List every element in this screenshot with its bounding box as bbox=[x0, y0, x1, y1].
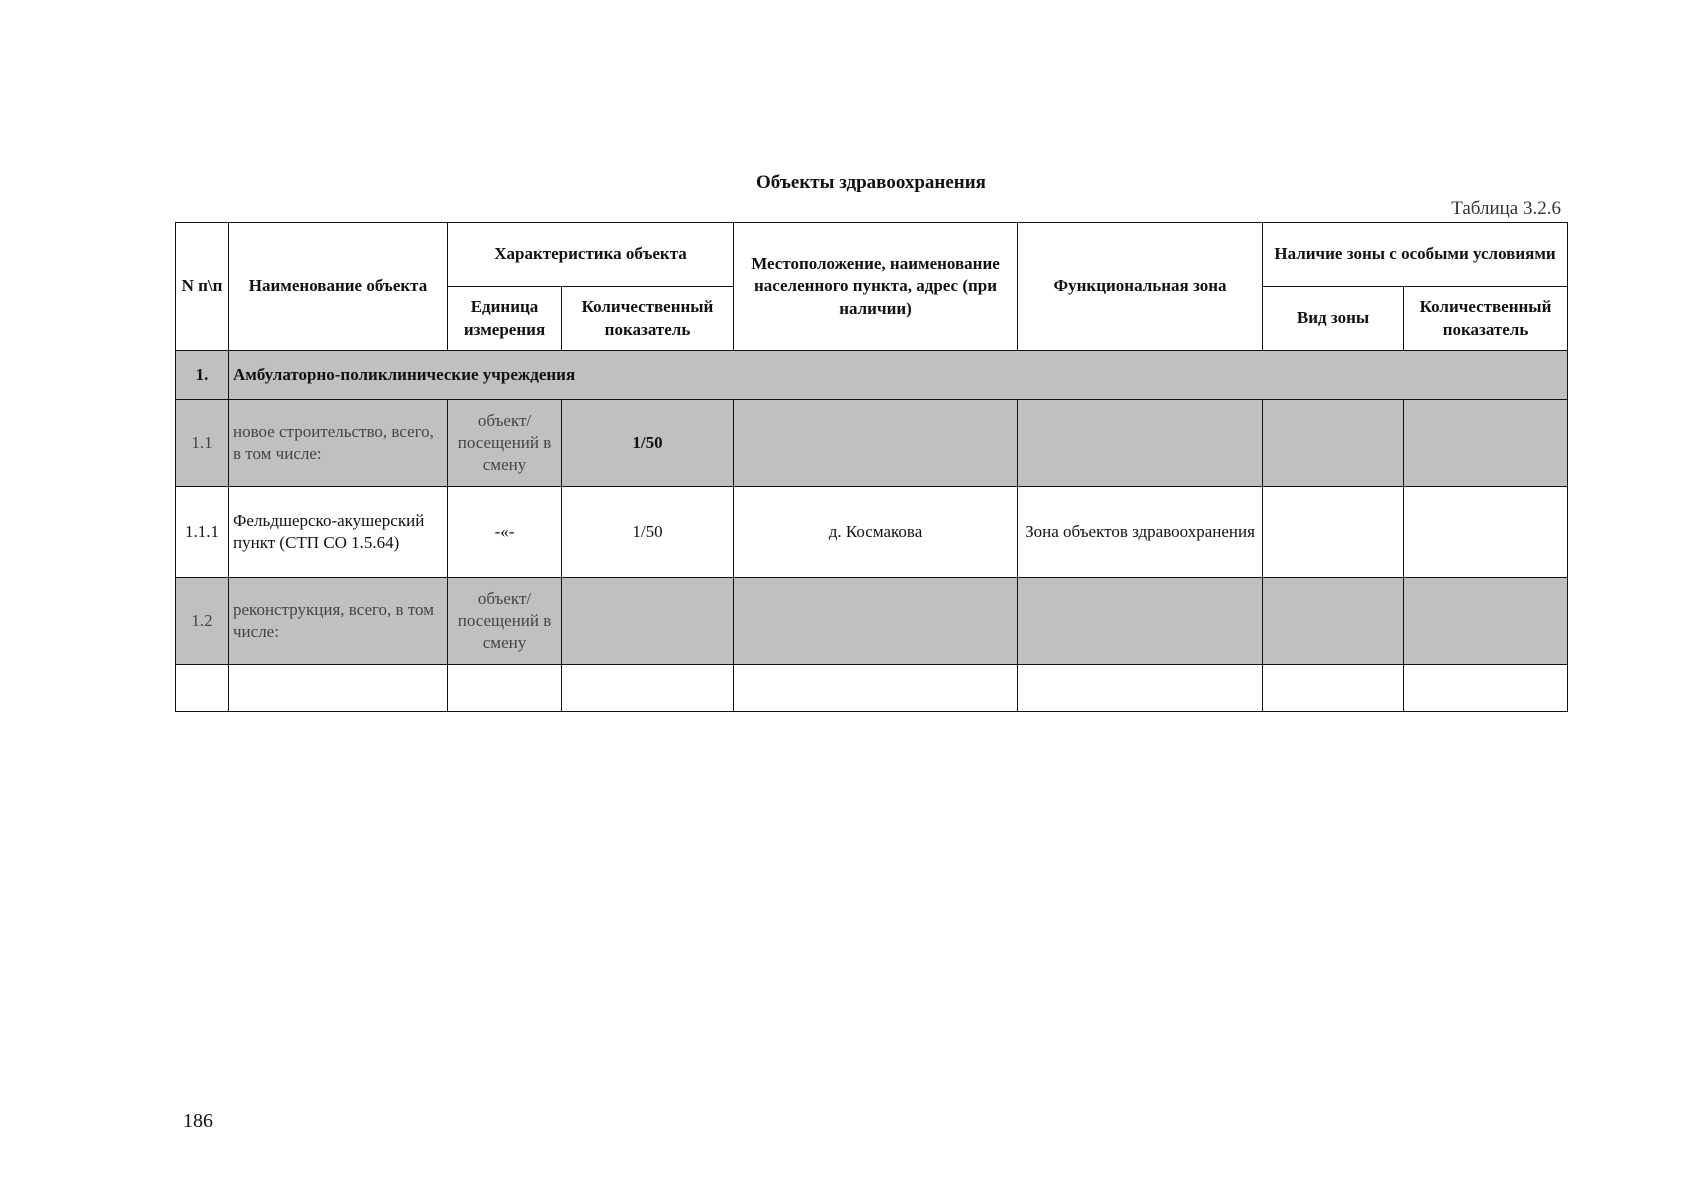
header-unit: Единица измерения bbox=[448, 287, 562, 351]
empty-cell bbox=[229, 665, 448, 712]
row-zone: Зона объектов здравоохранения bbox=[1018, 487, 1263, 578]
section-num: 1. bbox=[176, 351, 229, 400]
header-quantity: Количественный показатель bbox=[562, 287, 734, 351]
row-zone-quantity bbox=[1404, 578, 1568, 665]
row-name: реконструкция, всего, в том числе: bbox=[229, 578, 448, 665]
empty-cell bbox=[1404, 665, 1568, 712]
document-title: Объекты здравоохранения bbox=[756, 172, 986, 193]
row-num: 1.1.1 bbox=[176, 487, 229, 578]
row-location: д. Космакова bbox=[734, 487, 1018, 578]
header-special-zone: Наличие зоны с особыми условиями bbox=[1263, 223, 1568, 287]
empty-cell bbox=[448, 665, 562, 712]
header-functional-zone: Функциональная зона bbox=[1018, 223, 1263, 351]
empty-cell bbox=[562, 665, 734, 712]
table-row bbox=[176, 578, 1568, 665]
header-num: N п\п bbox=[176, 223, 229, 351]
row-zone-quantity bbox=[1404, 400, 1568, 487]
row-unit: объект/ посещений в смену bbox=[448, 578, 562, 665]
empty-cell bbox=[734, 665, 1018, 712]
header-zone-quantity: Количественный показатель bbox=[1404, 287, 1568, 351]
header-zone-type: Вид зоны bbox=[1263, 287, 1404, 351]
table-label: Таблица 3.2.6 bbox=[1451, 198, 1561, 219]
row-location bbox=[734, 400, 1018, 487]
row-name: новое строительство, всего, в том числе: bbox=[229, 400, 448, 487]
empty-cell bbox=[1018, 665, 1263, 712]
table-row bbox=[176, 487, 1568, 578]
row-zone-type bbox=[1263, 487, 1404, 578]
empty-cell bbox=[176, 665, 229, 712]
row-zone-type bbox=[1263, 400, 1404, 487]
row-zone bbox=[1018, 400, 1263, 487]
empty-cell bbox=[1263, 665, 1404, 712]
table-row bbox=[176, 400, 1568, 487]
header-name: Наименование объекта bbox=[229, 223, 448, 351]
section-label: Амбулаторно-поликлинические учреждения bbox=[229, 351, 1568, 400]
row-location bbox=[734, 578, 1018, 665]
row-zone-quantity bbox=[1404, 487, 1568, 578]
header-characteristics: Характеристика объекта bbox=[448, 223, 734, 287]
row-unit: -«- bbox=[448, 487, 562, 578]
row-num: 1.1 bbox=[176, 400, 229, 487]
page-number: 186 bbox=[183, 1110, 213, 1132]
row-zone-type bbox=[1263, 578, 1404, 665]
table-row-empty bbox=[176, 665, 1568, 712]
health-objects-table bbox=[175, 222, 1568, 712]
row-zone bbox=[1018, 578, 1263, 665]
row-quantity: 1/50 bbox=[562, 400, 734, 487]
row-quantity: 1/50 bbox=[562, 487, 734, 578]
table-row-section bbox=[176, 351, 1568, 400]
row-num: 1.2 bbox=[176, 578, 229, 665]
row-name: Фельдшерско-акушерский пункт (СТП СО 1.5.64) bbox=[229, 487, 448, 578]
row-unit: объект/ посещений в смену bbox=[448, 400, 562, 487]
header-location: Местоположение, наименование населенного пункта, адрес (при наличии) bbox=[734, 223, 1018, 351]
row-quantity bbox=[562, 578, 734, 665]
